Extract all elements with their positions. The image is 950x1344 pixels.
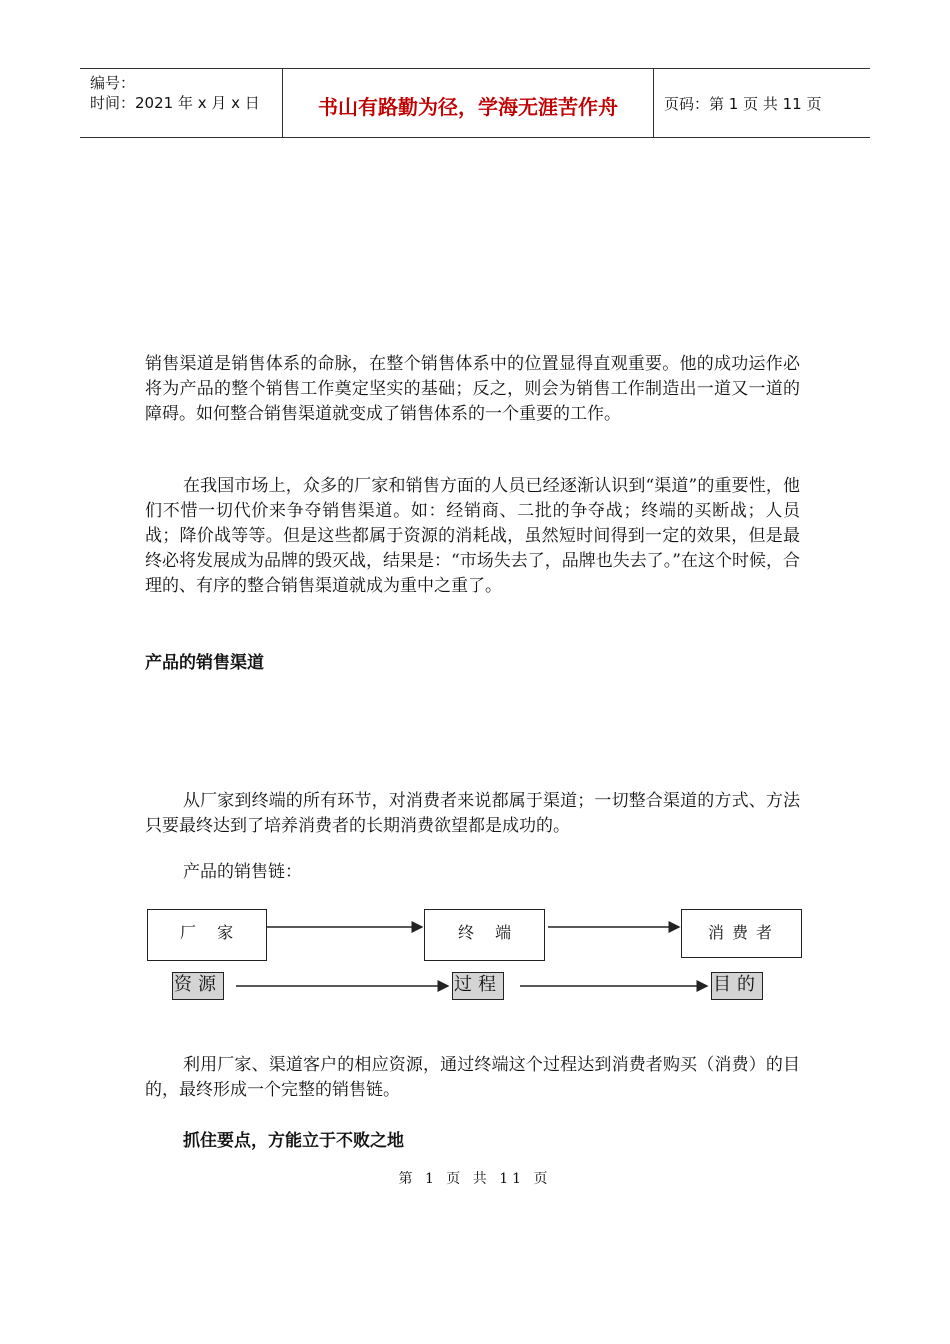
paragraph-chain-summary: 利用厂家、渠道客户的相应资源，通过终端这个过程达到消费者购买（消费）的目的，最终形成一个完整的销售链。 xyxy=(145,1055,800,1100)
chain-box-label: 终 端 xyxy=(458,923,520,942)
chain-tag-purpose: 目的 xyxy=(711,972,763,1000)
paragraph-channels: 从厂家到终端的所有环节，对消费者来说都属于渠道；一切整合渠道的方式、方法只要最终达到了培养消费者的长期消费欲望都是成功的。 xyxy=(145,791,800,836)
chain-box-terminal xyxy=(424,909,545,961)
page-footer: 第 1 页 共 11 页 xyxy=(398,1171,552,1187)
header-motto: 书山有路勤为径，学海无涯苦作舟 xyxy=(318,95,618,119)
section-heading: 产品的销售渠道 xyxy=(145,653,264,673)
document-date: 时间：2021 年 x 月 x 日 xyxy=(90,94,260,112)
paragraph-intro: 销售渠道是销售体系的命脉，在整个销售体系中的位置显得直观重要。他的成功运作必将为产品的整个销售工作奠定坚实的基础；反之，则会为销售工作制造出一道又一道的障碍。如何整合销售渠道就变成了销售体系的一个重要的工作。 xyxy=(145,354,800,424)
chain-box-consumer xyxy=(681,909,802,958)
paragraph-market: 在我国市场上，众多的厂家和销售方面的人员已经逐渐认识到“渠道”的重要性，他们不惜一切代价来争夺销售渠道。如：经销商、二批的争夺战；终端的买断战；人员战；降价战等等。但是这些都属于资源的消耗战，虽然短时间得到一定的效果，但是最终必将发展成为品牌的毁灭战，结果是：“市场失去了，品牌也失去了。”在这个时候，合理的、有序的整合销售渠道就成为重中之重了。 xyxy=(145,476,800,596)
chain-tag-resource: 资源 xyxy=(172,972,224,1000)
header-page-number: 页码：第 1 页 共 11 页 xyxy=(664,95,822,113)
document-number: 编号： xyxy=(90,74,136,92)
chain-tag-process: 过程 xyxy=(452,972,504,1000)
chain-box-factory xyxy=(147,909,267,961)
chain-box-label: 消费者 xyxy=(708,923,781,942)
section-heading-key-points: 抓住要点，方能立于不败之地 xyxy=(183,1131,404,1151)
paragraph-chain-label: 产品的销售链： xyxy=(183,862,302,882)
chain-box-label: 厂 家 xyxy=(180,923,242,942)
